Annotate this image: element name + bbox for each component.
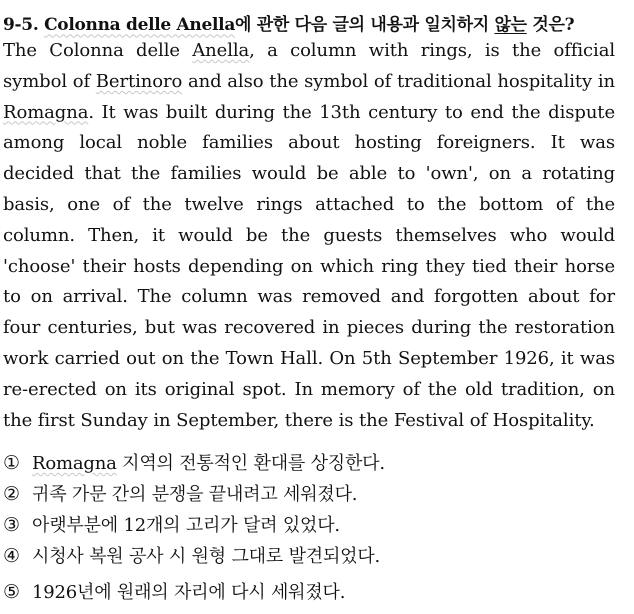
- passage-text: The: [3, 40, 50, 61]
- passage-spellchecked-term: Romagna: [3, 101, 89, 123]
- answer-option[interactable]: [3, 541, 631, 572]
- option-text: 지역의 전통적인 환대를 상징한다.: [116, 453, 385, 474]
- answer-option[interactable]: [3, 577, 631, 608]
- passage-spellchecked-term: Anella: [192, 40, 250, 61]
- question-prompt: [3, 12, 631, 38]
- question-number: 9-5.: [3, 15, 45, 36]
- answer-option[interactable]: [3, 510, 631, 541]
- question-middle-text: 에 관한 다음 글의 내용과 일치하지: [235, 15, 495, 36]
- passage-text: , a column with rings, is the official symbol of: [3, 40, 615, 92]
- option-text: 시청사 복원 공사 시 원형 그대로 발견되었다.: [32, 546, 381, 567]
- option-number: ③: [3, 514, 20, 536]
- answer-option[interactable]: [3, 479, 631, 510]
- passage-text: . It was built during the 13th century to end the dispute among local noble families about hosting foreigners. It was decided that the families would be able to 'own', on a rotating basis, one of the twelve rings attached to the bottom of the column. Then, it would be the guests themselves who would 'choose' their hosts depending on which ring they tied their horse to on arrival. The column was removed and forgotten about for four centuries, but was recovered in pieces during the restoration work carried out on the Town Hall. On 5th September 1926, it was re-erected on its original spot. In memory of the old tradition, on the first Sunday in September, there is the Festival of Hospitality.: [3, 101, 615, 431]
- question-ending: 것은?: [526, 15, 575, 36]
- option-text: 귀족 가문 간의 분쟁을 끝내려고 세워졌다.: [32, 484, 358, 505]
- question-subject: Colonna delle Anella: [44, 15, 236, 36]
- option-number: ②: [3, 483, 20, 505]
- passage-spellchecked-term: Bertinoro: [95, 70, 183, 92]
- reading-passage: [3, 36, 615, 437]
- option-text: 1926년에 원래의 자리에 다시 세워졌다.: [32, 582, 346, 603]
- option-number: ①: [3, 452, 20, 474]
- option-number: ④: [3, 545, 20, 567]
- option-number: ⑤: [3, 581, 20, 603]
- negative-emphasis: 않는: [494, 15, 527, 36]
- passage-text: Colonna delle: [49, 40, 193, 61]
- passage-text: and also the symbol of traditional hospitality in: [182, 70, 615, 92]
- answer-option[interactable]: [3, 448, 631, 479]
- option-text: 아랫부분에 12개의 고리가 달려 있었다.: [32, 515, 340, 536]
- answer-options: [3, 448, 631, 612]
- option-highlight: Romagna: [32, 453, 117, 474]
